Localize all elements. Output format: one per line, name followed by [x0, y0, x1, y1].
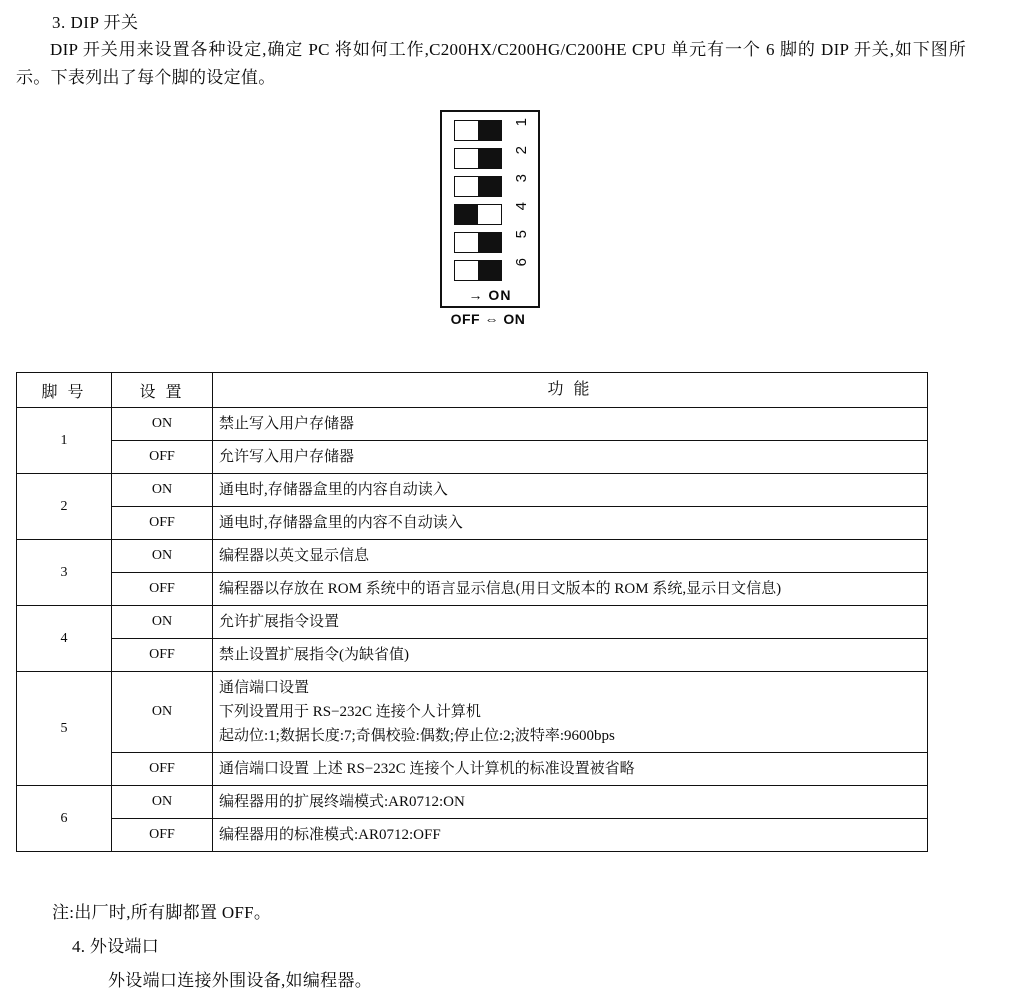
dip-switch-row: [442, 172, 538, 200]
cell-setting-4-off: OFF: [112, 639, 213, 672]
header-function: 功 能: [213, 373, 928, 408]
dip-switch-5[interactable]: [454, 232, 502, 253]
dip-switch-3-number: 3: [513, 174, 530, 183]
cell-pin-6: 6: [17, 786, 112, 852]
dip-switch-3-left: [455, 177, 478, 196]
cell-function-2-on: 通电时,存储器盒里的内容自动读入: [213, 474, 928, 507]
dip-settings-table: [16, 372, 928, 852]
section4-body: 外设端口连接外围设备,如编程器。: [108, 971, 373, 990]
dip-switch-figure: [440, 110, 590, 327]
cell-pin-3: 3: [17, 540, 112, 606]
cell-setting-2-off: OFF: [112, 507, 213, 540]
dip-switch-1-right: [478, 121, 501, 140]
dip-switch-row: [442, 200, 538, 228]
header-pin: 脚 号: [17, 373, 112, 408]
dip-switch-2-number: 2: [513, 146, 530, 155]
function-line: 起动位:1;数据长度:7;奇偶校验:偶数;停止位:2;波特率:9600bps: [219, 728, 615, 744]
function-line: 通信端口设置: [219, 680, 310, 696]
dip-switch-row: [442, 144, 538, 172]
cell-pin-2: 2: [17, 474, 112, 540]
table-row: [17, 606, 928, 639]
cell-setting-5-off: OFF: [112, 753, 213, 786]
table-row: [17, 507, 928, 540]
dip-arrow-label: → ON: [468, 287, 512, 303]
cell-function-6-on: 编程器用的扩展终端模式:AR0712:ON: [213, 786, 928, 819]
header-setting: 设 置: [112, 373, 213, 408]
cell-setting-6-off: OFF: [112, 819, 213, 852]
table-row: [17, 639, 928, 672]
dip-switch-5-left: [455, 233, 478, 252]
cell-setting-2-on: ON: [112, 474, 213, 507]
function-line: 下列设置用于 RS−232C 连接个人计算机: [219, 704, 481, 720]
table-row: [17, 753, 928, 786]
dip-caption: OFF ⇔ ON: [450, 311, 526, 327]
cell-function-4-off: 禁止设置扩展指令(为缺省值): [213, 639, 928, 672]
dip-switch-6-number: 6: [513, 258, 530, 267]
cell-pin-1: 1: [17, 408, 112, 474]
cell-function-6-off: 编程器用的标准模式:AR0712:OFF: [213, 819, 928, 852]
dip-switch-4-right: [478, 205, 501, 224]
cell-setting-1-on: ON: [112, 408, 213, 441]
dip-switch-6-right: [478, 261, 501, 280]
dip-switch-3-right: [478, 177, 501, 196]
cell-setting-3-off: OFF: [112, 573, 213, 606]
dip-switch-4-left: [455, 205, 478, 224]
dip-switch-6[interactable]: [454, 260, 502, 281]
cell-setting-3-on: ON: [112, 540, 213, 573]
dip-switch-5-number: 5: [513, 230, 530, 239]
table-header-row: [17, 373, 928, 408]
cell-function-3-on: 编程器以英文显示信息: [213, 540, 928, 573]
dip-switch-row: [442, 256, 538, 284]
cell-function-2-off: 通电时,存储器盒里的内容不自动读入: [213, 507, 928, 540]
cell-function-1-on: 禁止写入用户存储器: [213, 408, 928, 441]
cell-setting-5-on: ON: [112, 672, 213, 753]
dip-switch-2-right: [478, 149, 501, 168]
cell-pin-5: 5: [17, 672, 112, 786]
cell-function-5-on: [213, 672, 928, 753]
table-row: [17, 819, 928, 852]
cell-function-1-off: 允许写入用户存储器: [213, 441, 928, 474]
dip-switch-5-right: [478, 233, 501, 252]
dip-switch-3[interactable]: [454, 176, 502, 197]
cell-setting-1-off: OFF: [112, 441, 213, 474]
dip-switch-1-left: [455, 121, 478, 140]
dip-switch-row: [442, 116, 538, 144]
dip-switch-4[interactable]: [454, 204, 502, 225]
table-row: [17, 573, 928, 606]
dip-switch-1[interactable]: [454, 120, 502, 141]
table-row: [17, 441, 928, 474]
dip-switch-6-left: [455, 261, 478, 280]
cell-setting-4-on: ON: [112, 606, 213, 639]
cell-setting-6-on: ON: [112, 786, 213, 819]
cell-pin-4: 4: [17, 606, 112, 672]
cell-function-4-on: 允许扩展指令设置: [213, 606, 928, 639]
table-note: 注:出厂时,所有脚都置 OFF。: [52, 903, 272, 922]
table-row: [17, 786, 928, 819]
dip-switch-body: [440, 110, 540, 308]
table-row: [17, 474, 928, 507]
table-row: [17, 672, 928, 753]
table-row: [17, 540, 928, 573]
cell-function-3-off: 编程器以存放在 ROM 系统中的语言显示信息(用日文版本的 ROM 系统,显示日文信息): [213, 573, 928, 606]
section-paragraph: DIP 开关用来设置各种设定,确定 PC 将如何工作,C200HX/C200HG/C200HE CPU 单元有一个 6 脚的 DIP 开关,如下图所示。下表列出了每个脚的设定值。: [16, 40, 966, 87]
dip-switch-4-number: 4: [513, 202, 530, 211]
dip-switch-1-number: 1: [513, 118, 530, 127]
section-heading: 3. DIP 开关: [52, 13, 139, 32]
dip-switch-2-left: [455, 149, 478, 168]
table-row: [17, 408, 928, 441]
dip-switch-2[interactable]: [454, 148, 502, 169]
dip-switch-row: [442, 228, 538, 256]
cell-function-5-off: 通信端口设置 上述 RS−232C 连接个人计算机的标准设置被省略: [213, 753, 928, 786]
section4-heading: 4. 外设端口: [72, 937, 160, 956]
